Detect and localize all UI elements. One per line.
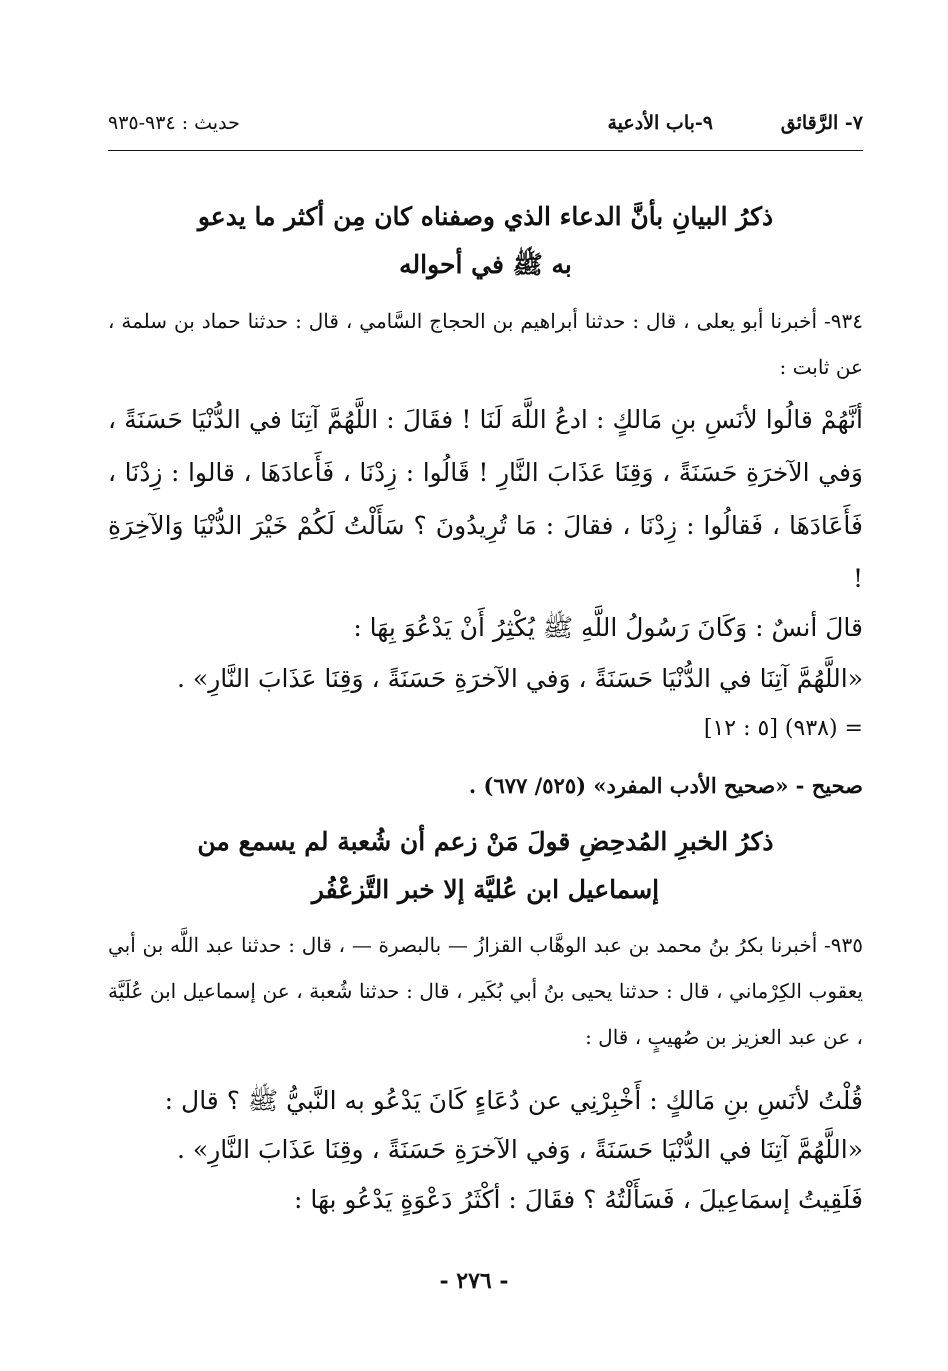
heading-1-line-2: به ﷺ في أحواله xyxy=(399,250,572,279)
chapter-title: ٧- الرَّقائق xyxy=(780,112,863,134)
hadith-934-isnad: ٩٣٤- أخبرنا أبو يعلى ، قال : حدثنا أبراهيم بن الحجاج السَّامي ، قال : حدثنا حماد بن سلمة ، عن ثابت : xyxy=(108,309,863,379)
hadith-934-grade: صحيح - «صحيح الأدب المفرد» (٥٢٥/ ٦٧٧) . xyxy=(468,773,863,798)
hadith-935-isnad: ٩٣٥- أخبرنا بكرُ بنُ محمد بن عبد الوهَّاب القزازُ — بالبصرة — ، قال : حدثنا عبد اللَّه بن أبي يعقوب الكِرْماني ، قال : حدثنا يحيى بنُ أبي بُكَير ، قال : حدثنا شُعبة ، عن إسماعيل ابن عُلَيَّة ، عن عبد العزيز بن صُهيبٍ ، قال : xyxy=(108,933,863,1049)
heading-2-line-2: إسماعيل ابن عُليَّة إلا خبر التَّزعْفُر xyxy=(311,875,660,904)
heading-1-line-1: ذكرُ البيانِ بأنَّ الدعاء الذي وصفناه كان مِن أكثر ما يدعو xyxy=(197,202,774,231)
header-rule xyxy=(108,150,863,151)
page-number: - ٢٧٦ - xyxy=(439,1268,509,1294)
section-title: ٩-باب الأدعية xyxy=(607,112,713,134)
heading-2-line-1: ذكرُ الخبرِ المُدحِضِ قولَ مَنْ زعم أن شُعبة لم يسمع من xyxy=(197,827,774,856)
chapter-heading-1 xyxy=(108,193,863,289)
hadith-range: حديث : ٩٣٤-٩٣٥ xyxy=(108,112,240,134)
hadith-935-line-3: فَلَقِيتُ إسمَاعِيلَ ، فَسَأَلْتُهُ ؟ فقَالَ : أكْثَرُ دَعْوَةٍ يَدْعُو بهَا : xyxy=(294,1185,863,1214)
hadith-934-text: أنَّهُمْ قالُوا لأنَسِ بنِ مَالكٍ : ادعُ اللَّهَ لَنَا ! فقَالَ : اللَّهُمَّ آتِنَا في الدُّنْيَا حَسَنَةً ، وَفي الآخرَةِ حَسَنَةً ، وَقِنَا عَذَابَ النَّارِ ! قَالُوا : زِدْنَا ، فَأَعادَهَا ، قالوا : زِدْنَا ، فَأَعَادَهَا ، فَقالُوا : زِدْنَا ، فقالَ : مَا تُرِيدُونَ ؟ سَأَلْتُ لَكُمْ خَيْرَ الدُّنْيَا وَالآخِرَةِ ! xyxy=(108,405,863,593)
hadith-934-dua: «اللَّهُمَّ آتِنَا في الدُّنْيَا حَسَنَةً ، وَفي الآخرَةِ حَسَنَةً ، وَقِنَا عَذَابَ النَّارِ» . xyxy=(177,664,863,693)
hadith-934-reference: = (٩٣٨) [٥ : ١٢] xyxy=(703,716,863,741)
hadith-935-line-2: «اللَّهُمَّ آتِنَا في الدُّنْيَا حَسَنَةً ، وَفي الآخرَةِ حَسَنَةً ، وقِنَا عَذَابَ النَّارِ» . xyxy=(177,1135,863,1164)
chapter-heading-2 xyxy=(108,818,863,914)
hadith-934-anas-said: قالَ أنسٌ : وَكَانَ رَسُولُ اللَّهِ ﷺ يُكْثِرُ أَنْ يَدْعُوَ بِهَا : xyxy=(353,613,863,642)
running-header xyxy=(108,112,863,142)
hadith-935-line-1: قُلْتُ لأنَسِ بنِ مَالكٍ : أَخْبِرْنِي عن دُعَاءٍ كَانَ يَدْعُو به النَّبيُّ ﷺ ؟ قال : xyxy=(164,1086,863,1115)
